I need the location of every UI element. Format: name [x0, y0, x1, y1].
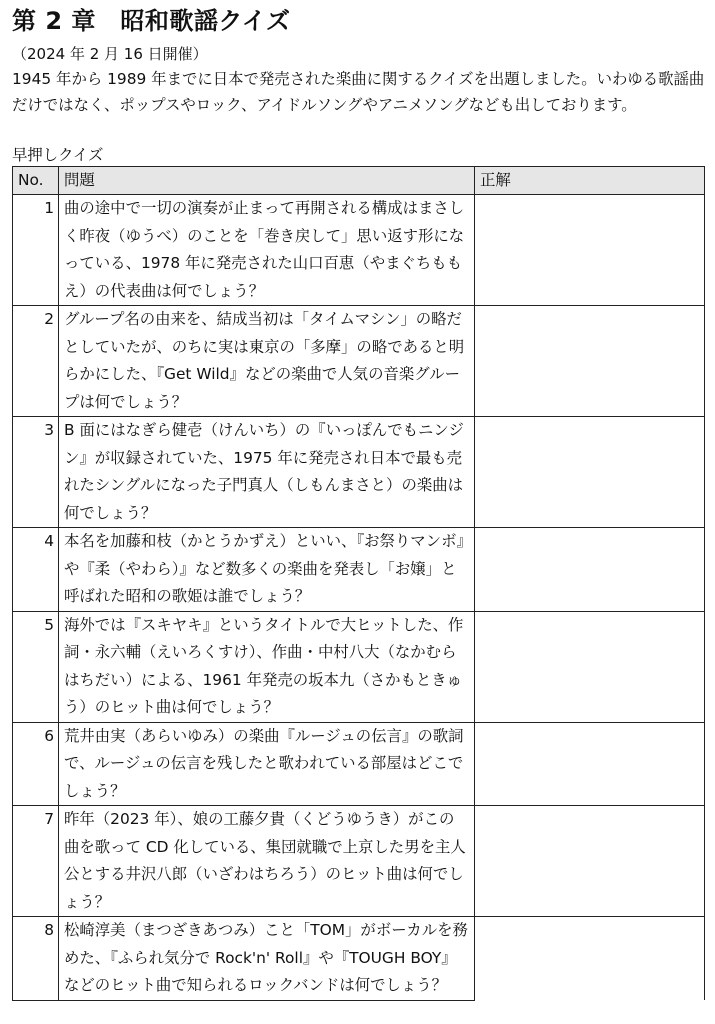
- row-number: 8: [13, 917, 59, 1001]
- quiz-table: [12, 166, 705, 1001]
- answer-cell: [475, 611, 705, 722]
- row-number: 2: [13, 306, 59, 417]
- table-row: [13, 195, 705, 306]
- table-row: [13, 917, 705, 1001]
- table-row: [13, 417, 705, 528]
- table-row: [13, 611, 705, 722]
- table-row: [13, 306, 705, 417]
- answer-cell: [475, 917, 705, 1001]
- section-title: 早押しクイズ: [12, 146, 104, 164]
- question-text: 荒井由実（あらいゆみ）の楽曲『ルージュの伝言』の歌詞で、ルージュの伝言を残したと歌われている部屋はどこでしょう？: [59, 722, 475, 806]
- date-note: （2024 年 2 月 16 日開催）: [12, 45, 208, 63]
- answer-cell: [475, 195, 705, 306]
- row-number: 5: [13, 611, 59, 722]
- row-number: 6: [13, 722, 59, 806]
- table-row: [13, 722, 705, 806]
- answer-cell: [475, 806, 705, 917]
- intro-paragraph: 1945 年から 1989 年までに日本で発売された楽曲に関するクイズを出題しました。いわゆる歌謡曲だけではなく、ポップスやロック、アイドルソングやアニメソングなども出しております。: [12, 70, 705, 114]
- answer-cell: [475, 306, 705, 417]
- question-text: グループ名の由来を、結成当初は「タイムマシン」の略だとしていたが、のちに実は東京の「多摩」の略であると明らかにした、『Get Wild』などの楽曲で人気の音楽グループは何でしょう？: [59, 306, 475, 417]
- question-text: 松崎淳美（まつざきあつみ）こと「TOM」がボーカルを務めた、『ふられ気分で Rock'n' Roll』や『TOUGH BOY』などのヒット曲で知られるロックバンドは何でしょう？: [59, 917, 475, 1001]
- header-question: 問題: [59, 167, 475, 195]
- question-text: 昨年（2023 年）、娘の工藤夕貴（くどうゆうき）がこの曲を歌って CD 化している、集団就職で上京した男を主人公とする井沢八郎（いざわはちろう）のヒット曲は何でしょう？: [59, 806, 475, 917]
- answer-cell: [475, 722, 705, 806]
- row-number: 4: [13, 528, 59, 612]
- row-number: 7: [13, 806, 59, 917]
- question-text: 本名を加藤和枝（かとうかずえ）といい、『お祭りマンボ』や『柔（やわら）』など数多くの楽曲を発表し「お嬢」と呼ばれた昭和の歌姫は誰でしょう？: [59, 528, 475, 612]
- answer-cell: [475, 417, 705, 528]
- answer-cell: [475, 528, 705, 612]
- question-text: 曲の途中で一切の演奏が止まって再開される構成はまさしく昨夜（ゆうべ）のことを「巻き戻して」思い返す形になっている、1978 年に発売された山口百恵（やまぐちももえ）の代表曲は何でしょう？: [59, 195, 475, 306]
- document-page: [12, 4, 706, 1001]
- chapter-title: 第 2 章 昭和歌謡クイズ: [12, 7, 291, 35]
- table-row: [13, 806, 705, 917]
- header-answer: 正解: [475, 167, 705, 195]
- table-row: [13, 528, 705, 612]
- header-no: No.: [13, 167, 59, 195]
- row-number: 3: [13, 417, 59, 528]
- row-number: 1: [13, 195, 59, 306]
- table-header-row: [13, 167, 705, 195]
- question-text: 海外では『スキヤキ』というタイトルで大ヒットした、作詞・永六輔（えいろくすけ）、作曲・中村八大（なかむらはちだい）による、1961 年発売の坂本九（さかもときゅう）のヒット曲は何でしょう？: [59, 611, 475, 722]
- question-text: B 面にはなぎら健壱（けんいち）の『いっぽんでもニンジン』が収録されていた、1975 年に発売され日本で最も売れたシングルになった子門真人（しもんまさと）の楽曲は何でしょう？: [59, 417, 475, 528]
